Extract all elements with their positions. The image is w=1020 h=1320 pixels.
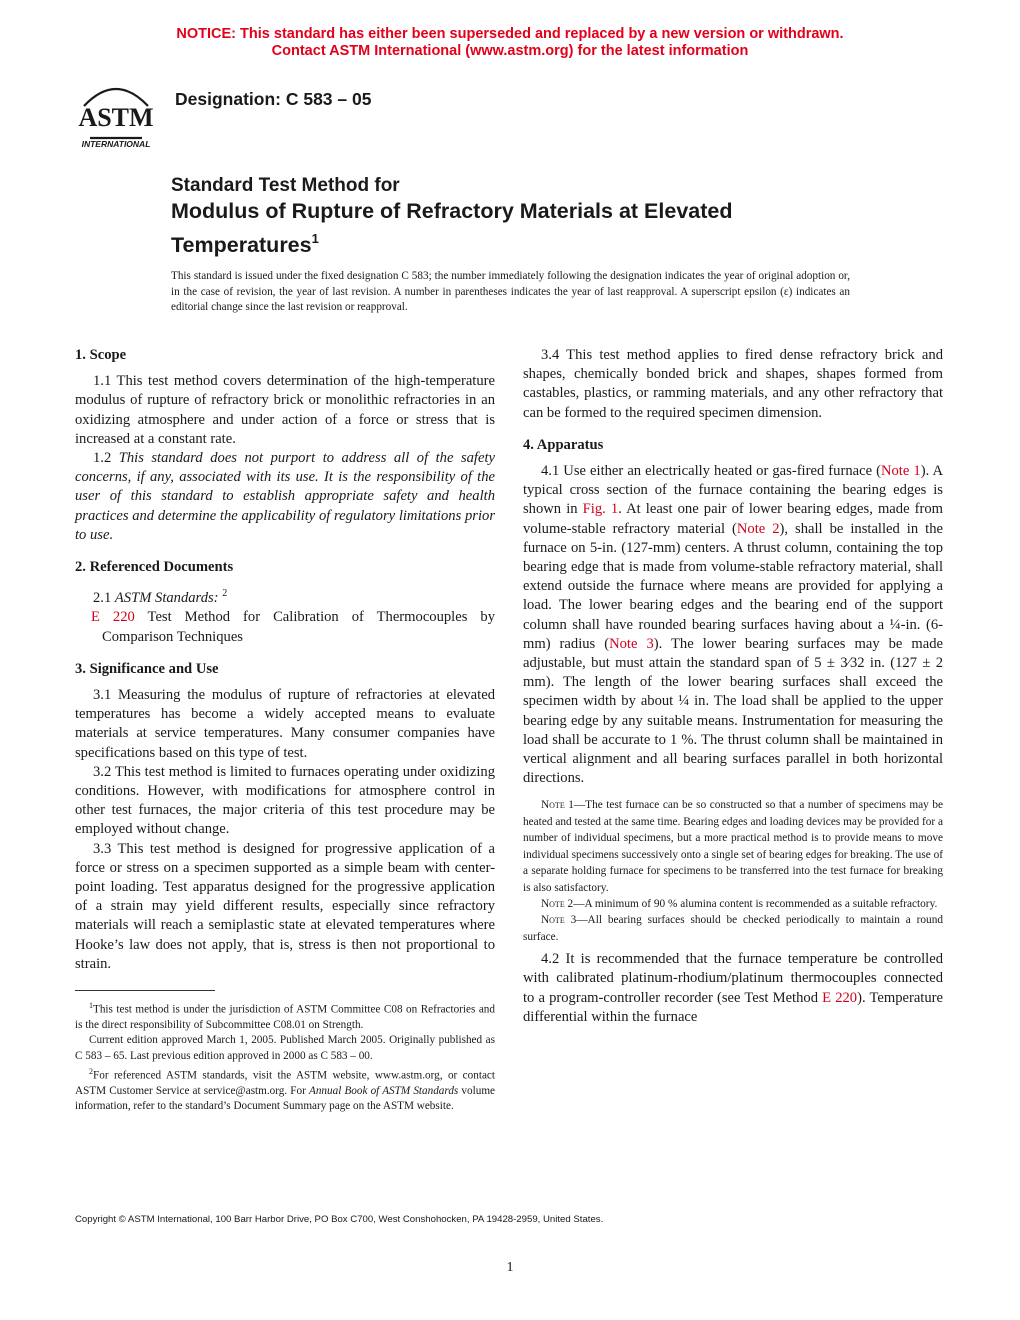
paragraph-4-2 [523, 950, 943, 1027]
footnotes [75, 998, 495, 1115]
paragraph-4-1-part-a: 4.1 Use either an electrically heated or gas-fired furnace ( [541, 463, 881, 480]
notice-line-2: Contact ASTM International (www.astm.org) for the latest information [271, 43, 749, 59]
paragraph-4-1 [523, 462, 943, 788]
footnote-2 [75, 1064, 495, 1115]
note-3-text: 3—All bearing surfaces should be checked periodically to maintain a round surface. [523, 914, 943, 943]
footnote-2-mark: 2 [222, 588, 228, 600]
note-2-text: 2—A minimum of 90 % alumina content is recommended as a suitable refractory. [564, 897, 938, 910]
paragraph-4-1-part-d: ), shall be installed in the furnace on 5-in. (127-mm) centers. A thrust column, containing the top bearing edge that is made from volume-stable refractory material, shall extend outside the furnace where means are provided for applying a load. The lower bearing edges and the bearing end of the support column shall have rounded bearing surfaces having about a ¼-in. (6-mm) radius ( [523, 520, 943, 652]
link-e220-inline[interactable]: E 220 [822, 989, 858, 1006]
paragraph-1-2-text: This standard does not purport to address all of the safety concerns, if any, associated with its use. It is the responsibility of the user of this standard to establish appropriate safety and health practices and determine the applicability of regulatory limitations prior to use. [75, 450, 495, 543]
note-1 [523, 797, 943, 895]
note-2 [523, 896, 943, 912]
page-number: 1 [506, 1260, 514, 1275]
logo-caption: INTERNATIONAL [81, 139, 151, 149]
paragraph-3-3: 3.3 This test method is designed for progressive application of a force or stress on a specimen supported as a simple beam with center-point loading. Test apparatus designed for the progressive application of a strain may yield different results, especially since refractory materials will reach a semiplastic state at elevated temperatures where Hooke’s law does not apply, that is, stress is then not proportional to strain. [75, 840, 495, 972]
footnote-1-text: This test method is under the jurisdiction of ASTM Committee C08 on Refractories and is the direct responsibility of Subcommittee C08.01 on Strength. [75, 1003, 495, 1032]
paragraph-1-2-number: 1.2 [93, 450, 119, 467]
section-heading-significance: 3. Significance and Use [75, 660, 219, 677]
logo-letters: ASTM [78, 103, 154, 132]
astm-logo [70, 76, 162, 150]
link-note-2[interactable]: Note 2 [736, 520, 780, 537]
note-1-label: Note [541, 799, 565, 812]
left-column [75, 346, 495, 974]
footnote-1-mark: 1 [89, 1001, 93, 1010]
note-3-label: Note [541, 914, 565, 927]
designation: Designation: C 583 – 05 [175, 89, 372, 109]
notice-line-1: NOTICE: This standard has either been superseded and replaced by a new version or withdrawn. [176, 26, 844, 42]
footnote-1 [75, 998, 495, 1033]
reference-e220-title: Test Method for Calibration of Thermocouples by Comparison Techniques [102, 609, 495, 645]
note-2-label: Note [541, 897, 565, 910]
paragraph-2-1 [75, 584, 495, 608]
paragraph-2-1-number: 2.1 [93, 590, 115, 607]
paragraph-3-1: 3.1 Measuring the modulus of rupture of refractories at elevated temperatures has become a widely accepted means to evaluate materials at service temperatures. Many consumer companies have specifications based on this type of test. [75, 686, 495, 761]
supersede-notice [0, 26, 1020, 60]
title-line-2: Modulus of Rupture of Refractory Materials at Elevated [171, 199, 733, 223]
section-heading-scope: 1. Scope [75, 347, 127, 363]
paragraph-2-1-text: ASTM Standards: [114, 590, 219, 607]
right-column [523, 346, 943, 1027]
paragraph-3-4: 3.4 This test method applies to fired dense refractory brick and shapes, chemically bonded brick and shapes, shapes formed from castables, plastics, or ramming materials, and any other refractory that can be formed to the required specimen dimension. [523, 347, 943, 421]
section-heading-referenced: 2. Referenced Documents [75, 559, 234, 576]
note-1-text: 1—The test furnace can be so constructed so that a number of specimens may be heated and tested at the same time. Bearing edges and loading devices may be provided for a number of individual specimens, but a more practical method is to provide means to move individual specimens successively onto a single set of bearing edges for breaking. The use of a separate holding furnace for specimens to be transferred into the test furnace for breaking is also satisfactory. [523, 799, 943, 894]
document-title [171, 173, 931, 259]
link-note-1[interactable]: Note 1 [880, 463, 921, 480]
footnote-2-mark-bottom: 2 [89, 1066, 93, 1076]
title-line-3 [171, 225, 931, 259]
footnote-2-text-a: For referenced ASTM standards, visit the ASTM website, www.astm.org, or contact ASTM Customer Service at service@astm.org. For [75, 1069, 495, 1097]
paragraph-1-1: 1.1 This test method covers determination of the high-temperature modulus of rupture of refractory brick or monolithic refractories in an oxidizing atmosphere and under action of a force or stress that is increased at a constant rate. [75, 373, 495, 447]
section-heading-apparatus: 4. Apparatus [523, 436, 604, 453]
footnote-2-italic: Annual Book of ASTM Standards [309, 1084, 459, 1097]
paragraph-4-1-part-c: . At least one pair of lower bearing edges, made from volume-stable refractory material ( [523, 501, 944, 537]
copyright-line: Copyright © ASTM International, 100 Barr Harbor Drive, PO Box C700, West Conshohocken, PA 19428-2959, United States. [75, 1214, 604, 1225]
paragraph-4-2-part-a: 4.2 It is recommended that the furnace temperature be controlled with calibrated platinum-rhodium/platinum thermocouples connected to a program-controller recorder (see Test Method [523, 951, 943, 1006]
link-e220[interactable]: E 220 [91, 609, 135, 626]
reference-e220 [75, 608, 495, 646]
footnote-rule [75, 990, 215, 991]
paragraph-4-1-part-b: ). A typical cross section of the furnace containing the bearing edges is shown in [523, 463, 944, 518]
title-line-1: Standard Test Method for [171, 175, 400, 196]
link-note-3[interactable]: Note 3 [609, 635, 654, 652]
paragraph-4-2-part-b: ). Temperature differential within the furnace [523, 989, 943, 1025]
title-line-3-text: Temperatures [171, 233, 312, 257]
footnote-2-text-b: volume information, refer to the standard’s Document Summary page on the ASTM website. [75, 1084, 495, 1113]
note-3 [523, 912, 943, 945]
paragraph-1-2 [75, 449, 495, 545]
paragraph-4-1-part-e: ). The lower bearing surfaces may be made adjustable, but must attain the standard span of 5 ± 3⁄32 in. (127 ± 2 mm). The length of the lower bearing surfaces shall exceed the specimen width by about ¼ in. The load shall be applied to the upper bearing edge by any suitable means. Instrumentation for measuring the load shall be accurate to 1 %. The thrust column shall be maintained in vertical alignment and all bearing surfaces parallel in both horizontal directions. [523, 635, 943, 787]
paragraph-3-2: 3.2 This test method is limited to furnaces operating under oxidizing conditions. However, with modifications for atmosphere control in other test furnaces, the major criteria of this test procedure may be employed without change. [75, 763, 495, 838]
issued-note: This standard is issued under the fixed designation C 583; the number immediately following the designation indicates the year of original adoption or, in the case of revision, the year of last revision. A number in parentheses indicates the year of last reapproval. A superscript epsilon (ε) indicates an editorial change since the last revision or reapproval. [171, 270, 850, 313]
link-fig-1[interactable]: Fig. 1 [582, 501, 619, 518]
title-footnote-mark: 1 [311, 231, 319, 246]
footnote-1-edition: Current edition approved March 1, 2005. Published March 2005. Originally published as C 583 – 65. Last previous edition approved in 2000 as C 583 – 00. [75, 1034, 495, 1062]
